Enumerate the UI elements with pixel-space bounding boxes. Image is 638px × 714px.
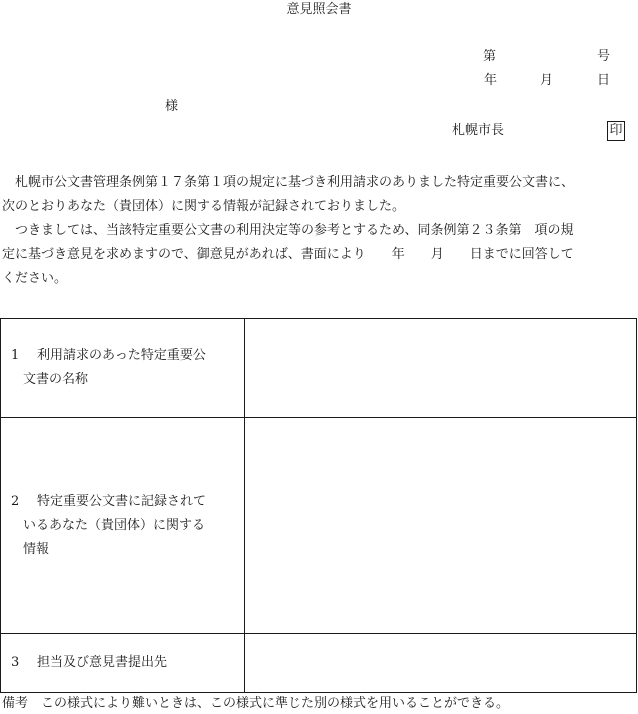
addressee-suffix: 様 <box>165 99 179 114</box>
ref-number-suffix: 号 <box>597 49 611 64</box>
row-3-value[interactable] <box>245 634 637 693</box>
table-row <box>1 319 637 418</box>
sender-name: 札幌市長 <box>452 123 505 138</box>
date-day: 日 <box>597 73 611 88</box>
form-table <box>0 318 637 693</box>
row-label-line: 特定重要公文書に記録されて <box>37 493 207 509</box>
row-2-label <box>1 418 245 634</box>
row-label-line: 担当及び意見書提出先 <box>37 655 168 670</box>
ref-number-prefix: 第 <box>483 49 497 64</box>
row-1-value[interactable] <box>245 319 637 418</box>
date-month: 月 <box>540 73 554 88</box>
row-label-line: 文書の名称 <box>23 372 89 387</box>
paragraph-2-line-3: ください。 <box>2 271 68 286</box>
row-label-line: いるあなた（貴団体）に関する <box>23 517 206 533</box>
paragraph-1-line-2: 次のとおりあなた（貴団体）に関する情報が記録されておりました。 <box>2 199 406 214</box>
row-number: 1 <box>11 348 20 363</box>
paragraph-2-line-2: 定に基づき意見を求めますので、御意見があれば、書面により 年 月 日までに回答して <box>2 247 574 262</box>
seal-mark <box>607 121 625 141</box>
row-label-line: 利用請求のあった特定重要公 <box>37 348 206 363</box>
paragraph-2-line-1: つきましては、当該特定重要公文書の利用決定等の参考とするため、同条例第２３条第 項の規 <box>15 223 574 238</box>
row-label-line: 情報 <box>23 541 50 557</box>
table-row <box>1 634 637 693</box>
row-3-label <box>1 634 245 693</box>
table-row <box>1 418 637 634</box>
row-number: 3 <box>11 655 20 670</box>
row-number: 2 <box>11 493 20 509</box>
row-1-label <box>1 319 245 418</box>
seal-box: 印 <box>607 121 625 141</box>
remark-note: 備考 この様式により難いときは、この様式に準じた別の様式を用いることができる。 <box>2 696 510 711</box>
document-title: 意見照会書 <box>286 2 352 17</box>
date-year: 年 <box>484 73 498 88</box>
row-2-value[interactable] <box>245 418 637 634</box>
body-text <box>2 171 638 291</box>
paragraph-1-line-1: 札幌市公文書管理条例第１７条第１項の規定に基づき利用請求のありました特定重要公文書に、 <box>15 175 575 190</box>
